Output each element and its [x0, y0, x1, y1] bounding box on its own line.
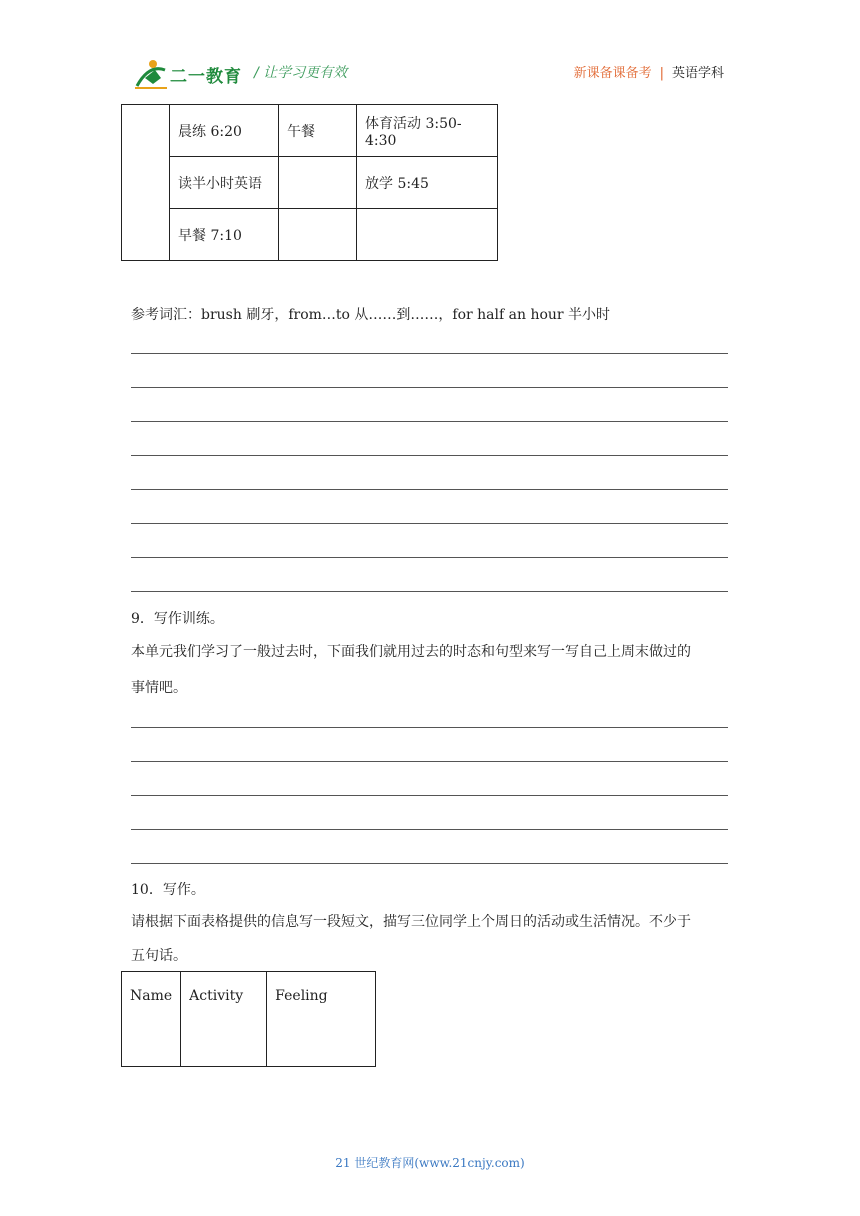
table-cell	[279, 157, 357, 209]
writing-line[interactable]	[131, 761, 728, 762]
table-cell: 读半小时英语	[170, 157, 279, 209]
table-row	[122, 157, 498, 209]
schedule-table	[121, 104, 498, 261]
table-cell	[357, 209, 498, 261]
header-tags	[574, 62, 724, 81]
writing-line[interactable]	[131, 353, 728, 354]
vocab-hint: 参考词汇：brush 刷牙，from…to 从……到……，for half an hour 半小时	[131, 307, 611, 323]
table-row	[122, 209, 498, 261]
table-header-feeling: Feeling	[267, 972, 376, 1067]
table-cell	[122, 105, 170, 261]
table-header-name: Name	[122, 972, 181, 1067]
q9-title: 9．写作训练。	[131, 611, 224, 627]
writing-line[interactable]	[131, 795, 728, 796]
header-tag: 新课备课备考	[573, 66, 652, 81]
writing-line[interactable]	[131, 489, 728, 490]
writing-line[interactable]	[131, 455, 728, 456]
writing-line[interactable]	[131, 421, 728, 422]
q10-body: 请根据下面表格提供的信息写一段短文，描写三位同学上个周日的活动或生活情况。不少于	[131, 914, 691, 930]
page-header	[0, 0, 860, 100]
table-cell: 体育活动 3:50-4:30	[357, 105, 498, 157]
table-row	[122, 972, 376, 1067]
table-row	[122, 105, 498, 157]
writing-line[interactable]	[131, 523, 728, 524]
page-footer[interactable]: 21 世纪教育网(www.21cnjy.com)	[335, 1156, 525, 1170]
writing-line[interactable]	[131, 387, 728, 388]
brand-name: 二一教育	[170, 67, 242, 87]
table-cell: 午餐	[279, 105, 357, 157]
table-header-activity: Activity	[181, 972, 267, 1067]
writing-line[interactable]	[131, 591, 728, 592]
writing-line[interactable]	[131, 829, 728, 830]
q9-body-cont: 事情吧。	[131, 680, 187, 696]
table-cell: 晨练 6:20	[170, 105, 279, 157]
table-cell	[279, 209, 357, 261]
header-separator: |	[659, 66, 664, 81]
info-table	[121, 971, 376, 1067]
table-cell: 早餐 7:10	[170, 209, 279, 261]
q10-title: 10．写作。	[131, 882, 205, 898]
writing-line[interactable]	[131, 557, 728, 558]
writing-line[interactable]	[131, 727, 728, 728]
table-cell: 放学 5:45	[357, 157, 498, 209]
q10-body-cont: 五句话。	[131, 948, 187, 964]
brand-slogan: / 让学习更有效	[254, 65, 348, 81]
writing-line[interactable]	[131, 863, 728, 864]
q9-body: 本单元我们学习了一般过去时，下面我们就用过去的时态和句型来写一写自己上周末做过的	[131, 644, 691, 660]
header-subject: 英语学科	[671, 66, 724, 81]
